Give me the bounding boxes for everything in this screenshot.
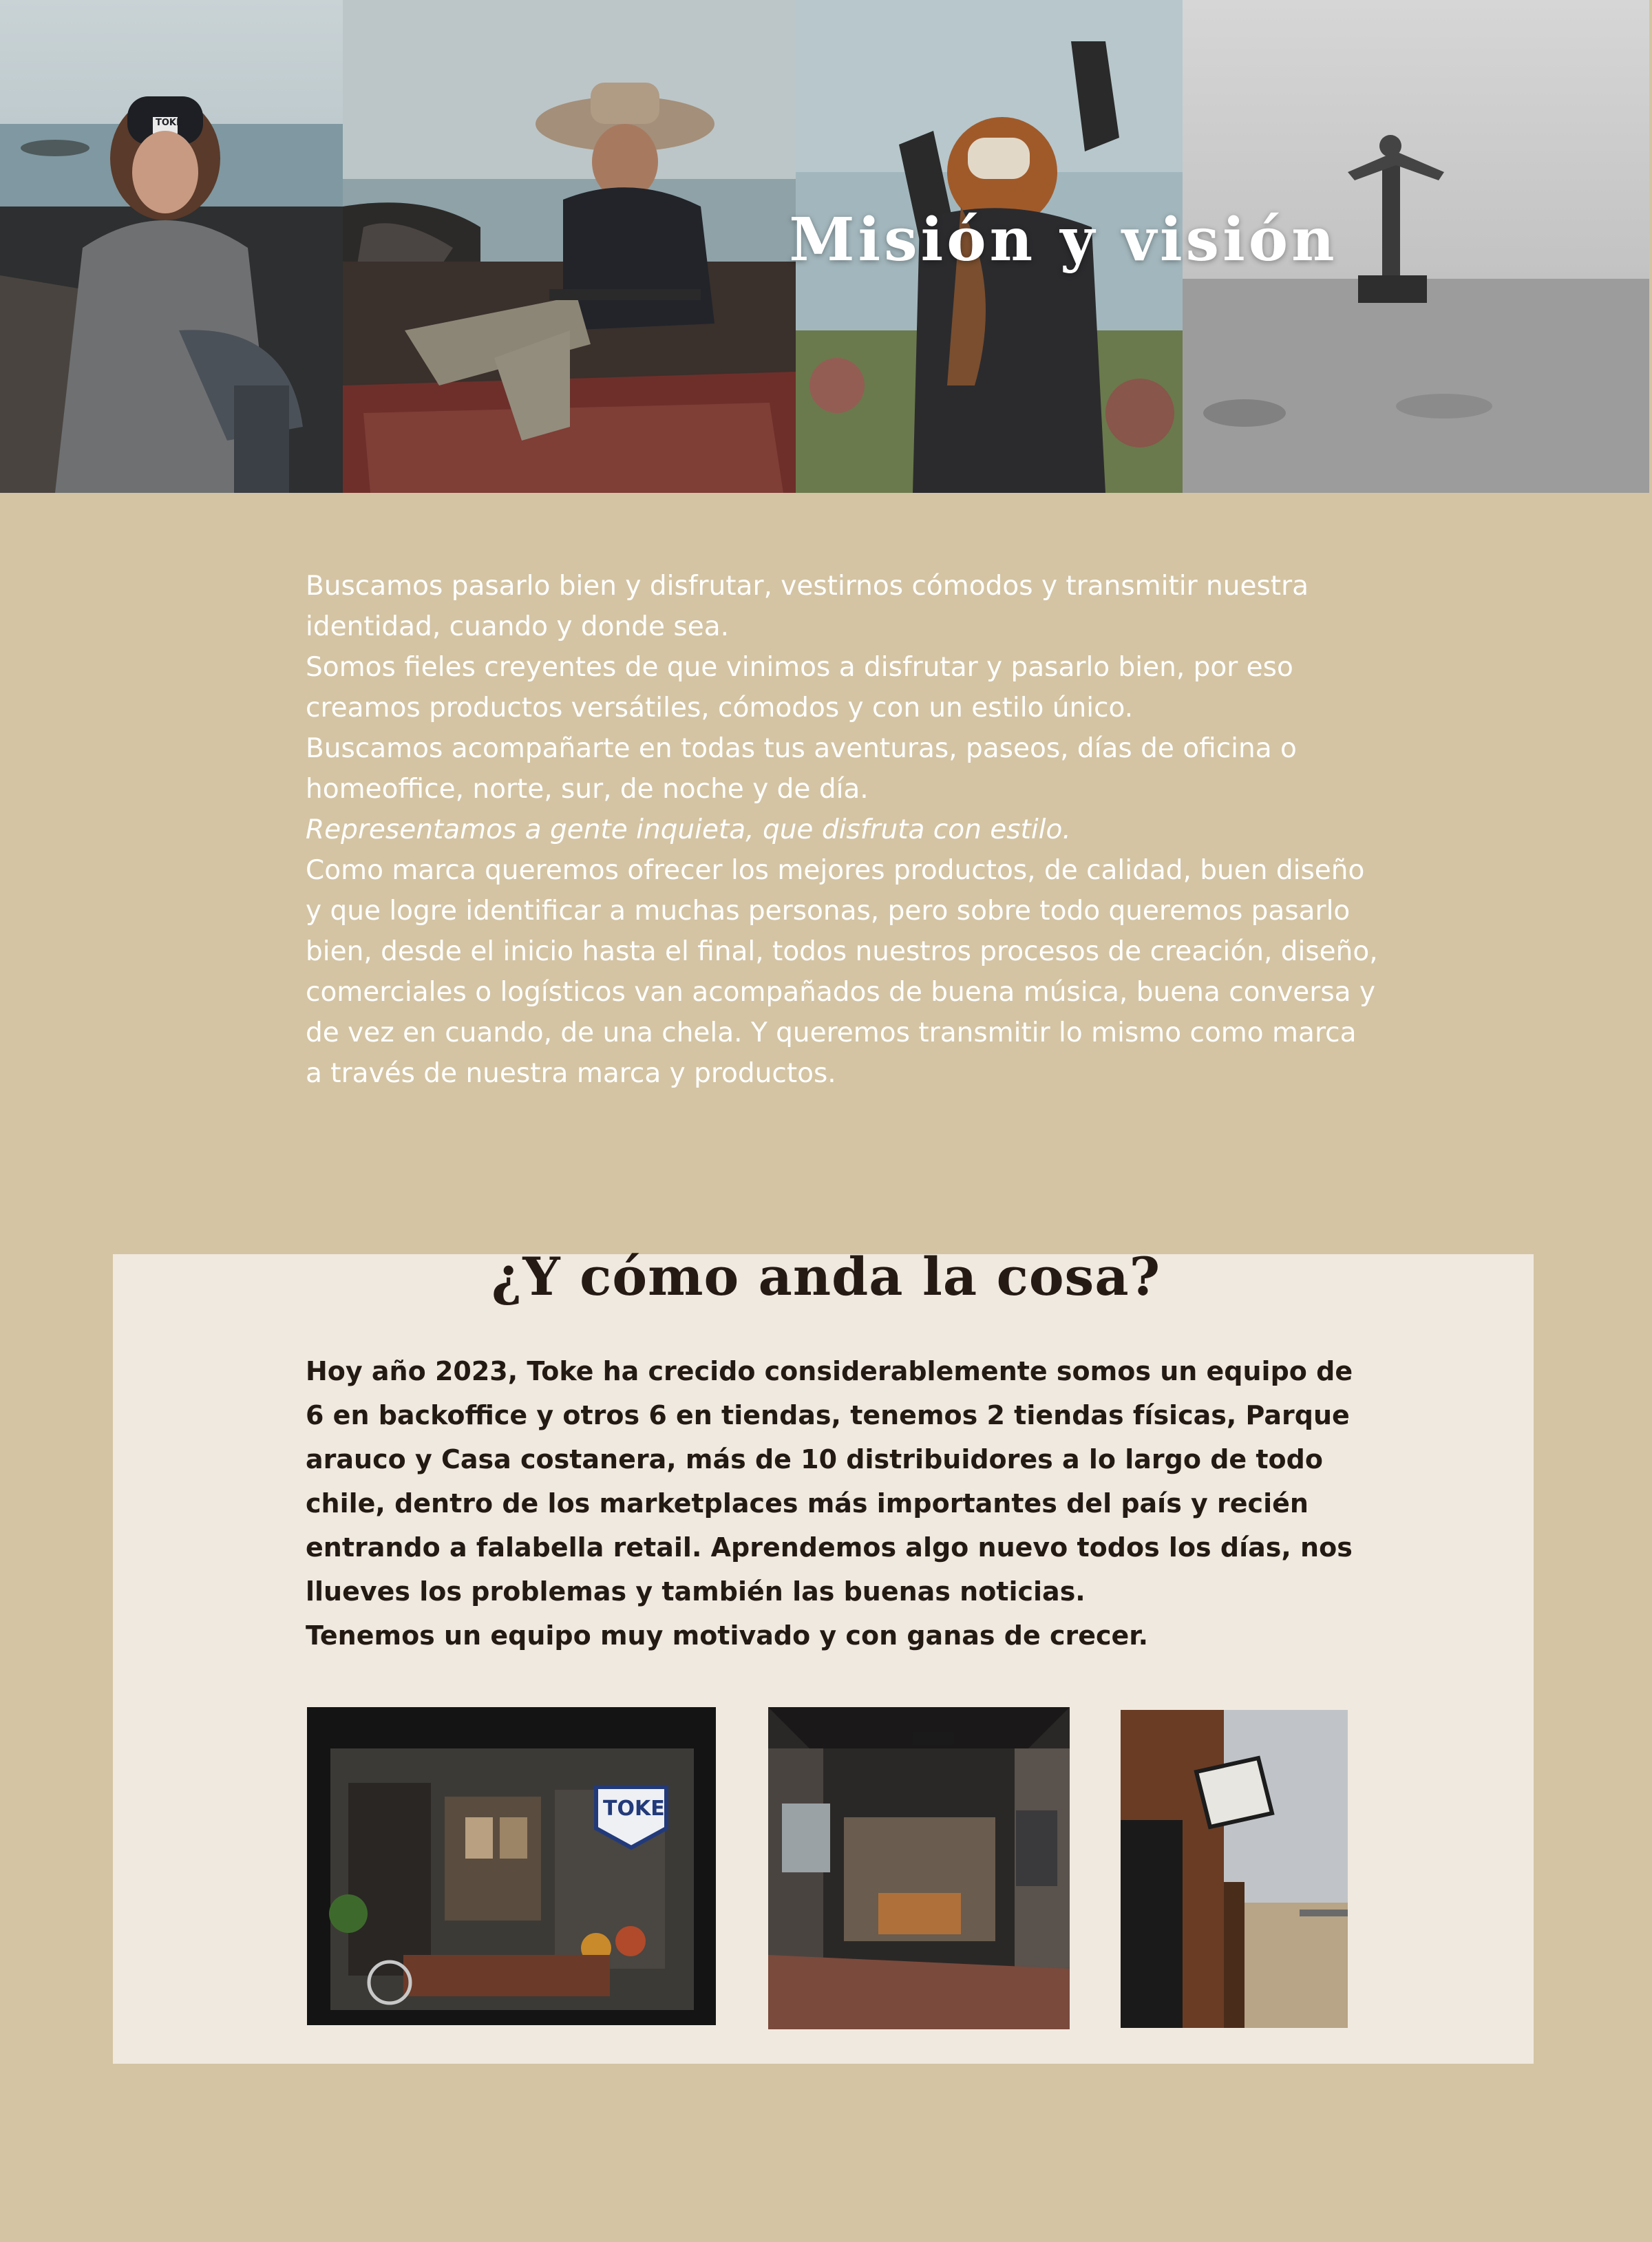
mission-tagline: Representamos a gente inquieta, que disfruta con estilo.	[306, 814, 1071, 845]
section-title: ¿Y cómo anda la cosa?	[491, 1246, 1161, 1307]
page-title: Misión y visión	[789, 205, 1338, 275]
toke-store-sign: TOKE	[603, 1797, 665, 1821]
store-interior-photo	[768, 1707, 1070, 2029]
mission-paragraph: Buscamos acompañarte en todas tus aventuras, paseos, días de oficina o homeoffice, norte, sur, de noche y de día.	[306, 733, 1297, 805]
toke-beanie-logo: TOKE	[156, 118, 182, 128]
mission-paragraph: Somos fieles creyentes de que vinimos a disfrutar y pasarlo bien, por eso creamos productos versátiles, cómodos y con un estilo único.	[306, 652, 1293, 723]
mission-text	[306, 566, 1379, 1094]
store-exterior-photo	[1121, 1710, 1348, 2028]
mission-paragraph: Buscamos pasarlo bien y disfrutar, vestirnos cómodos y transmitir nuestra identidad, cuando y donde sea.	[306, 571, 1309, 642]
mission-paragraph: Como marca queremos ofrecer los mejores productos, de calidad, buen diseño y que logre identificar a muchas personas, pero sobre todo queremos pasarlo bien, desde el inicio hasta el final, todos nuestros procesos de creación, diseño, comerciales o logísticos van acompañados de buena música, buena conversa y de vez en cuando, de una chela. Y queremos transmitir lo mismo como marca a través de nuestra marca y productos.	[306, 855, 1378, 1089]
store-front-photo	[307, 1707, 716, 2025]
status-paragraph: Tenemos un equipo muy motivado y con ganas de crecer.	[306, 1620, 1149, 1651]
status-paragraph: Hoy año 2023, Toke ha crecido considerablemente somos un equipo de 6 en backoffice y otros 6 en tiendas, tenemos 2 tiendas físicas, Parque arauco y Casa costanera, más de 10 distribuidores a lo largo de todo chile, dentro de los marketplaces más importantes del país y recién entrando a falabella retail. Aprendemos algo nuevo todos los días, nos llueves los problemas y también las buenas noticias.	[306, 1356, 1353, 1607]
status-text	[306, 1349, 1379, 1658]
